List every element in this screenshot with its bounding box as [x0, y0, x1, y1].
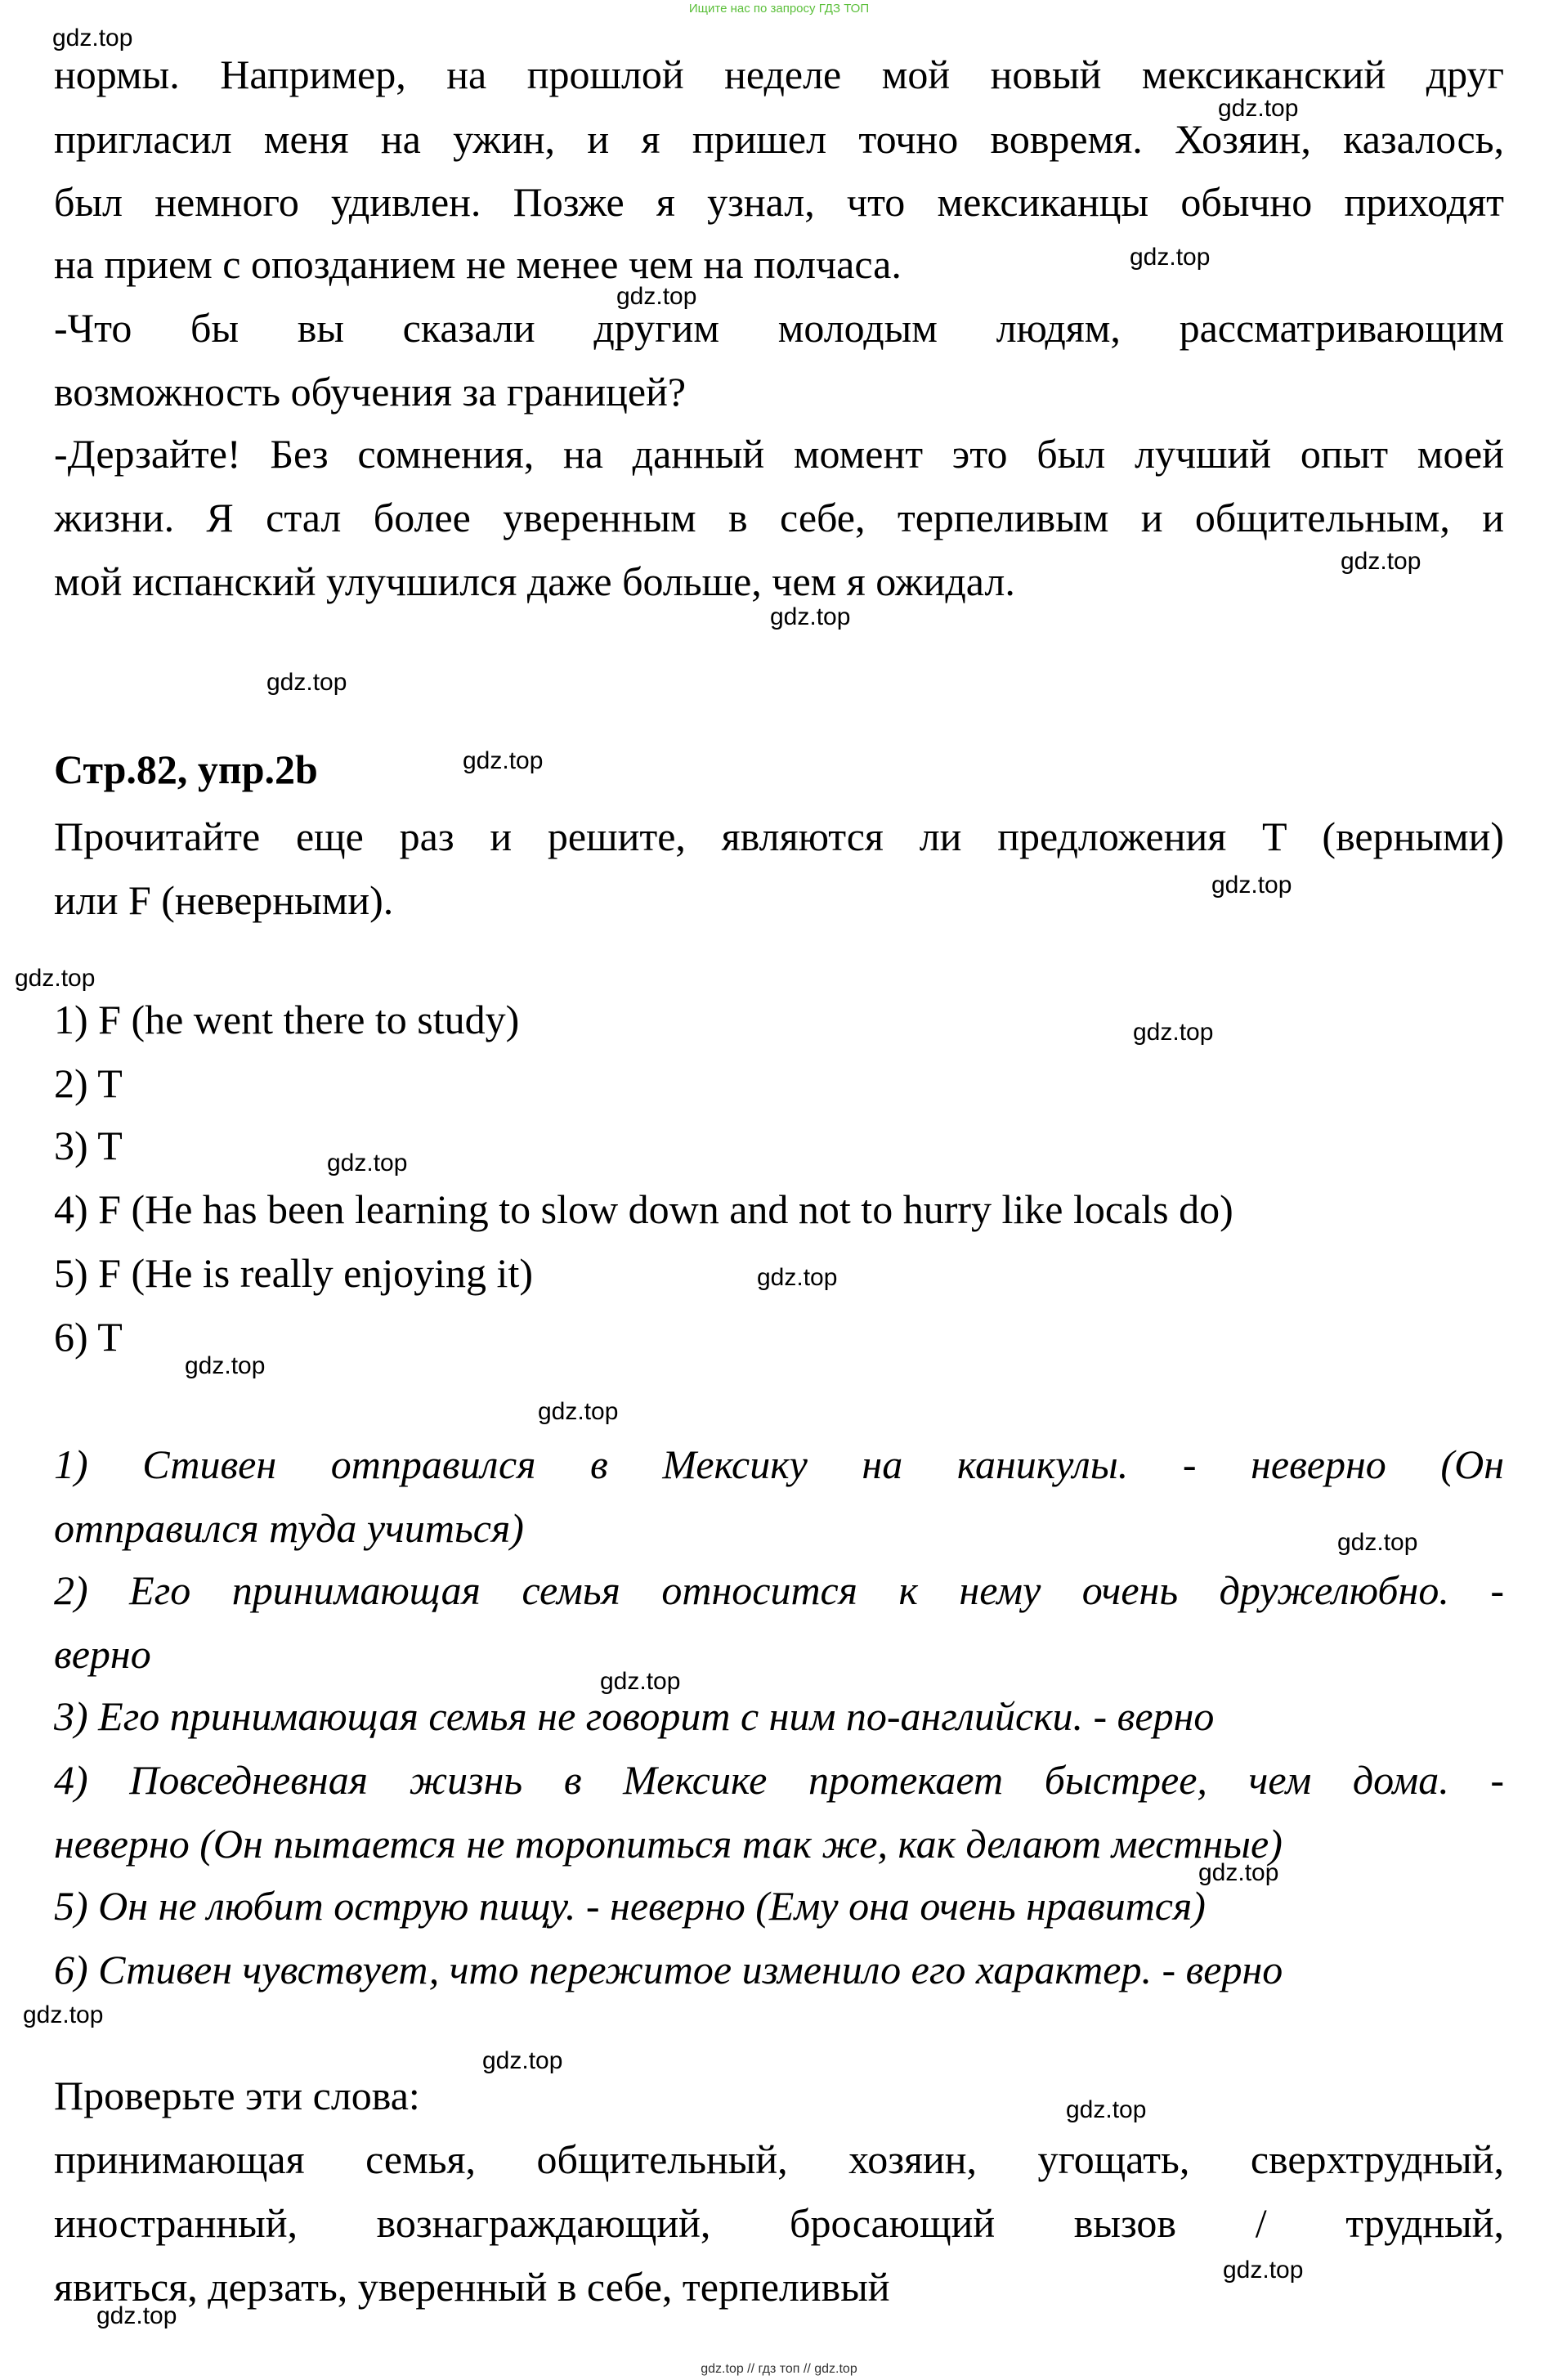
watermark: gdz.top [600, 1668, 681, 1695]
watermark: gdz.top [757, 1264, 838, 1291]
translation-line: 5) Он не любит острую пищу. - неверно (Ему она очень нравится) [54, 1883, 1206, 1929]
watermark: gdz.top [15, 965, 96, 992]
top-banner: Ищите нас по запросу ГДЗ ТОП [688, 2, 870, 16]
paragraph-line: жизни. Я стал более уверенным в себе, терпеливым и общительным, и [54, 495, 1504, 540]
translation-line: 1) Стивен отправился в Мексику на каникулы. - неверно (Он [54, 1441, 1504, 1487]
watermark: gdz.top [1130, 244, 1211, 271]
paragraph-line: был немного удивлен. Позже я узнал, что мексиканцы обычно приходят [54, 179, 1504, 225]
vocab-line: явиться, дерзать, уверенный в себе, терпеливый [54, 2264, 890, 2310]
watermark: gdz.top [1218, 95, 1299, 122]
watermark: gdz.top [482, 2047, 563, 2074]
watermark: gdz.top [23, 2001, 104, 2028]
vocab-title: Проверьте эти слова: [54, 2073, 420, 2118]
translation-line: 2) Его принимающая семья относится к нему очень дружелюбно. - [54, 1567, 1504, 1613]
watermark: gdz.top [770, 603, 851, 630]
paragraph-line: возможность обучения за границей? [54, 369, 687, 415]
watermark: gdz.top [52, 25, 133, 52]
answer-item: 2) T [54, 1060, 123, 1106]
watermark: gdz.top [1337, 1529, 1418, 1556]
section-heading: Стр.82, упр.2b [54, 746, 318, 792]
vocab-line: иностранный, вознаграждающий, бросающий вызов / трудный, [54, 2200, 1504, 2246]
instruction-line: или F (неверными). [54, 877, 394, 923]
watermark: gdz.top [185, 1352, 266, 1379]
watermark: gdz.top [1341, 548, 1421, 575]
watermark: gdz.top [538, 1398, 619, 1425]
answer-item: 5) F (He is really enjoying it) [54, 1250, 533, 1296]
watermark: gdz.top [1133, 1019, 1214, 1046]
watermark: gdz.top [266, 669, 347, 696]
translation-line: 6) Стивен чувствует, что пережитое изменило его характер. - верно [54, 1947, 1283, 1992]
watermark: gdz.top [616, 283, 697, 310]
paragraph-line: нормы. Например, на прошлой неделе мой новый мексиканский друг [54, 52, 1504, 97]
paragraph-line: -Что бы вы сказали другим молодым людям, рассматривающим [54, 305, 1504, 351]
translation-line: неверно (Он пытается не торопиться так же, как делают местные) [54, 1821, 1283, 1867]
answer-item: 1) F (he went there to study) [54, 997, 520, 1042]
instruction-line: Прочитайте еще раз и решите, являются ли предложения T (верными) [54, 814, 1504, 859]
paragraph-line: -Дерзайте! Без сомнения, на данный момент это был лучший опыт моей [54, 431, 1504, 477]
watermark: gdz.top [1066, 2096, 1147, 2123]
vocab-line: принимающая семья, общительный, хозяин, угощать, сверхтрудный, [54, 2136, 1504, 2182]
paragraph-line: мой испанский улучшился даже больше, чем я ожидал. [54, 558, 1015, 604]
translation-line: 3) Его принимающая семья не говорит с ним по-английски. - верно [54, 1693, 1215, 1739]
footer: gdz.top // гдз топ // gdz.top [701, 2362, 857, 2376]
paragraph-line: пригласил меня на ужин, и я пришел точно вовремя. Хозяин, казалось, [54, 116, 1504, 162]
paragraph-line: на прием с опозданием не менее чем на полчаса. [54, 241, 902, 287]
translation-line: отправился туда учиться) [54, 1505, 524, 1551]
answer-item: 6) T [54, 1314, 123, 1360]
watermark: gdz.top [327, 1150, 408, 1177]
answer-item: 4) F (He has been learning to slow down and not to hurry like locals do) [54, 1186, 1233, 1232]
watermark: gdz.top [96, 2302, 177, 2329]
translation-line: 4) Повседневная жизнь в Мексике протекает быстрее, чем дома. - [54, 1757, 1504, 1803]
answer-item: 3) T [54, 1123, 123, 1168]
translation-line: верно [54, 1631, 151, 1677]
watermark: gdz.top [1211, 872, 1292, 899]
watermark: gdz.top [1198, 1859, 1279, 1886]
watermark: gdz.top [463, 747, 544, 774]
watermark: gdz.top [1223, 2257, 1304, 2284]
